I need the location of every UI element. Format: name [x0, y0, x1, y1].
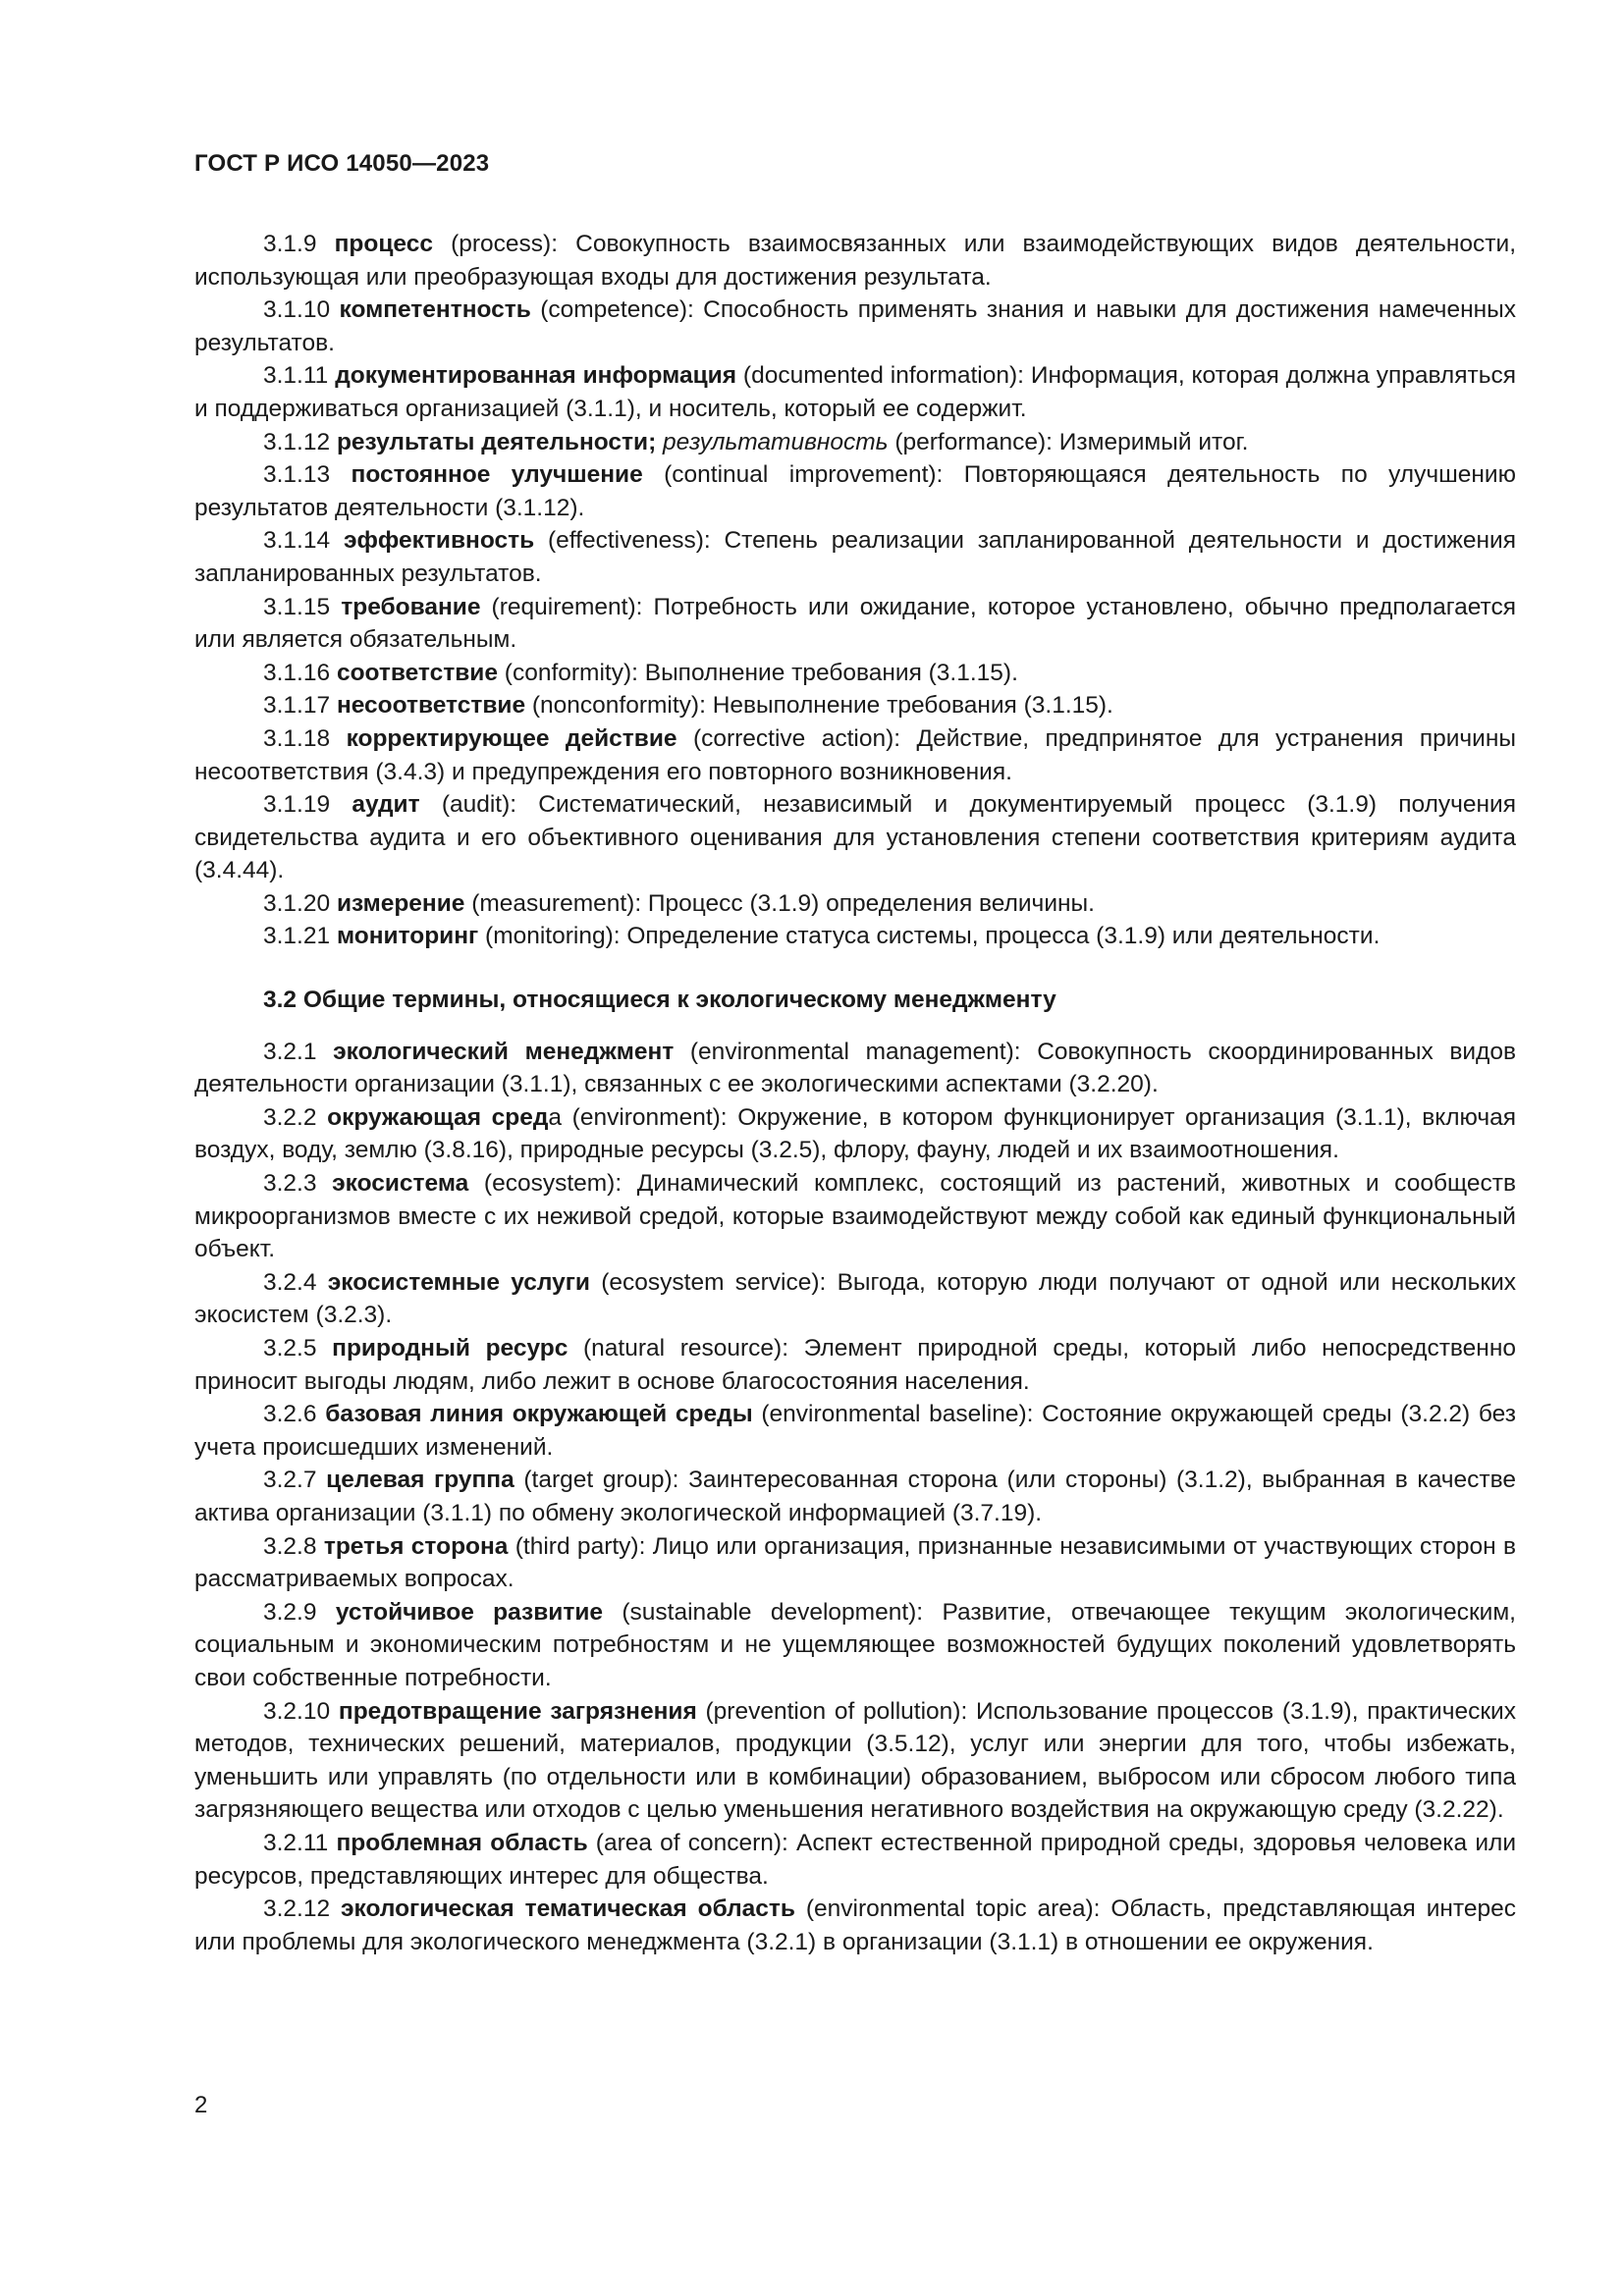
term-entry	[194, 920, 1516, 953]
term-number: 3.2.1	[263, 1038, 317, 1065]
term-name: измерение	[336, 889, 465, 917]
term-entry	[194, 1695, 1516, 1827]
term-entry	[194, 426, 1516, 459]
term-name: требование	[341, 593, 481, 620]
term-number: 3.1.21	[263, 923, 331, 950]
term-name: соответствие	[336, 659, 498, 686]
term-alt-name: результативность	[663, 428, 889, 455]
term-number: 3.2.4	[263, 1268, 317, 1296]
term-entry	[194, 1266, 1516, 1332]
term-entry	[194, 1464, 1516, 1529]
term-definition: (area of concern): Аспект естественной природной среды, здоровья человека или ресурсов, представляющих интерес для общества.	[194, 1829, 1517, 1890]
term-name: предотвращение загрязнения	[338, 1697, 697, 1725]
term-definition: (continual improvement): Повторяющаяся деятельность по улучшению результатов деятельности (3.1.12).	[194, 461, 1516, 521]
term-name: компетентность	[339, 296, 531, 324]
term-definition: (ecosystem service): Выгода, которую люди получают от одной или нескольких экосистем (3.2.3).	[194, 1268, 1517, 1329]
term-entry	[194, 788, 1516, 887]
term-number: 3.2.5	[263, 1335, 317, 1362]
term-entry	[194, 524, 1516, 590]
document-header: ГОСТ Р ИСО 14050—2023	[194, 150, 490, 177]
term-name: процесс	[334, 231, 433, 257]
term-number: 3.1.18	[263, 724, 331, 752]
term-number: 3.1.10	[263, 296, 331, 324]
term-number: 3.1.13	[263, 461, 331, 489]
term-entry	[194, 294, 1516, 359]
term-entry	[194, 722, 1516, 788]
term-name: постоянное улучшение	[351, 461, 643, 489]
term-name: корректирующее действие	[346, 724, 677, 752]
term-definition: (documented information): Информация, которая должна управляться и поддерживаться организацией (3.1.1), и носитель, который ее содержит.	[194, 362, 1516, 422]
term-definition: (process): Совокупность взаимосвязанных или взаимодействующих видов деятельности, использующая или преобразующая входы для достижения результата.	[194, 231, 1517, 291]
term-definition: (corrective action): Действие, предпринятое для устранения причины несоответствия (3.4.3) и предупреждения его повторного возникновения.	[194, 724, 1516, 785]
term-entry	[194, 1530, 1516, 1596]
term-definition: (nonconformity): Невыполнение требования (3.1.15).	[525, 692, 1113, 720]
term-number: 3.2.3	[263, 1170, 317, 1198]
term-number: 3.1.16	[263, 659, 331, 686]
section-heading-3-2: 3.2 Общие термины, относящиеся к экологическому менеджменту	[263, 987, 1056, 1014]
term-name: природный ресурс	[332, 1335, 568, 1362]
term-entry	[194, 1167, 1516, 1266]
document-body	[194, 228, 1516, 1958]
term-definition: (natural resource): Элемент природной среды, который либо непосредственно приносит выгоды людям, либо лежит в основе благосостояния населения.	[194, 1335, 1516, 1395]
term-definition: (environmental management): Совокупность скоординированных видов деятельности организации (3.1.1), связанных с ее экологическими аспектами (3.2.20).	[194, 1038, 1516, 1098]
term-number: 3.1.15	[263, 593, 331, 620]
term-name: аудит	[352, 791, 420, 819]
term-definition: (conformity): Выполнение требования (3.1.15).	[497, 659, 1018, 686]
page-number: 2	[194, 2092, 208, 2118]
term-definition: (measurement): Процесс (3.1.9) определения величины.	[464, 889, 1095, 917]
term-number: 3.2.8	[263, 1532, 317, 1560]
term-number: 3.2.11	[263, 1829, 329, 1856]
term-definition: (effectiveness): Степень реализации запланированной деятельности и достижения запланированных результатов.	[194, 527, 1516, 587]
term-entry	[194, 1398, 1516, 1464]
term-entry	[194, 228, 1516, 294]
term-name: мониторинг	[336, 923, 479, 950]
term-name: результаты деятельности;	[336, 428, 657, 455]
term-number: 3.2.7	[263, 1467, 317, 1494]
term-number: 3.1.19	[263, 791, 331, 819]
term-definition: (performance): Измеримый итог.	[888, 428, 1249, 455]
term-entry	[194, 359, 1516, 425]
term-definition: (competence): Способность применять знания и навыки для достижения намеченных результатов.	[194, 296, 1516, 356]
term-entry	[194, 1827, 1516, 1893]
term-entry	[194, 591, 1516, 657]
term-entry	[194, 458, 1516, 524]
term-definition: (environmental topic area): Область, представляющая интерес или проблемы для экологического менеджмента (3.2.1) в организации (3.1.1) в отношении ее окружения.	[194, 1896, 1516, 1955]
term-name: экологический менеджмент	[333, 1038, 675, 1065]
term-number: 3.1.12	[263, 428, 331, 455]
term-number: 3.1.20	[263, 889, 331, 917]
terms-list-3-1	[194, 228, 1516, 953]
term-name: устойчивое развитие	[335, 1598, 604, 1626]
term-definition: (environment): Окружение, в котором функционирует организация (3.1.1), включая воздух, воду, землю (3.8.16), природные ресурсы (3.2.5), флору, фауну, людей и их взаимоотношения.	[194, 1103, 1517, 1164]
term-name-tail: а	[548, 1103, 563, 1131]
term-definition: (audit): Систематический, независимый и документируемый процесс (3.1.9) получения свидетельства аудита и его объективного оценивания для установления степени соответствия критериям аудита (3.4.44).	[194, 791, 1516, 884]
term-name: несоответствие	[336, 692, 526, 720]
term-number: 3.2.2	[263, 1103, 317, 1131]
term-number: 3.1.11	[263, 362, 329, 390]
term-name: базовая линия окружающей среды	[325, 1401, 753, 1428]
term-entry	[194, 657, 1516, 690]
term-number: 3.2.12	[263, 1896, 331, 1923]
term-entry	[194, 1596, 1516, 1695]
term-number: 3.2.6	[263, 1401, 317, 1428]
term-name: третья сторона	[323, 1532, 509, 1560]
term-definition: (requirement): Потребность или ожидание, которое установлено, обычно предполагается или является обязательным.	[194, 593, 1516, 654]
term-definition: (monitoring): Определение статуса системы, процесса (3.1.9) или деятельности.	[478, 923, 1380, 950]
term-definition: (prevention of pollution): Использование процессов (3.1.9), практических методов, технических решений, материалов, продукции (3.5.12), услуг или энергии для того, чтобы избежать, уменьшить или управлять (по отдельности или в комбинации) образованием, выбросом или сбросом любого типа загрязняющего вещества или отходов с целью уменьшения негативного воздействия на окружающую среду (3.2.22).	[194, 1697, 1516, 1824]
term-number: 3.2.9	[263, 1598, 317, 1626]
term-entry	[194, 1332, 1516, 1398]
term-name: окружающая сред	[327, 1103, 549, 1131]
terms-list-3-2	[194, 1036, 1516, 1959]
term-entry	[194, 1893, 1516, 1958]
term-definition: (ecosystem): Динамический комплекс, состоящий из растений, животных и сообществ микроорганизмов вместе с их неживой средой, которые взаимодействуют между собой как единый функциональный объект.	[194, 1170, 1516, 1263]
term-entry	[194, 1101, 1516, 1167]
term-entry	[194, 887, 1516, 921]
term-name: экосистема	[332, 1170, 469, 1198]
term-name: эффективность	[343, 527, 535, 555]
term-number: 3.1.14	[263, 527, 331, 555]
term-name: экосистемные услуги	[327, 1268, 590, 1296]
term-entry	[194, 1036, 1516, 1101]
term-name: документированная информация	[335, 362, 737, 390]
term-definition: (third party): Лицо или организация, признанные независимыми от участвующих сторон в рассматриваемых вопросах.	[194, 1532, 1516, 1593]
term-name: экологическая тематическая область	[341, 1896, 795, 1923]
term-entry	[194, 689, 1516, 722]
term-number: 3.2.10	[263, 1697, 331, 1725]
term-name: целевая группа	[326, 1467, 514, 1494]
term-name: проблемная область	[336, 1829, 588, 1856]
term-definition: (environmental baseline): Состояние окружающей среды (3.2.2) без учета происшедших изменений.	[194, 1401, 1516, 1461]
term-definition: (sustainable development): Развитие, отвечающее текущим экологическим, социальным и экономическим потребностям и не ущемляющее возможностей будущих поколений удовлетворять свои собственные потребности.	[194, 1598, 1516, 1691]
term-number: 3.1.17	[263, 692, 331, 720]
term-number: 3.1.9	[263, 231, 317, 257]
term-definition: (target group): Заинтересованная сторона (или стороны) (3.1.2), выбранная в качестве актива организации (3.1.1) по обмену экологической информацией (3.7.19).	[194, 1467, 1517, 1526]
